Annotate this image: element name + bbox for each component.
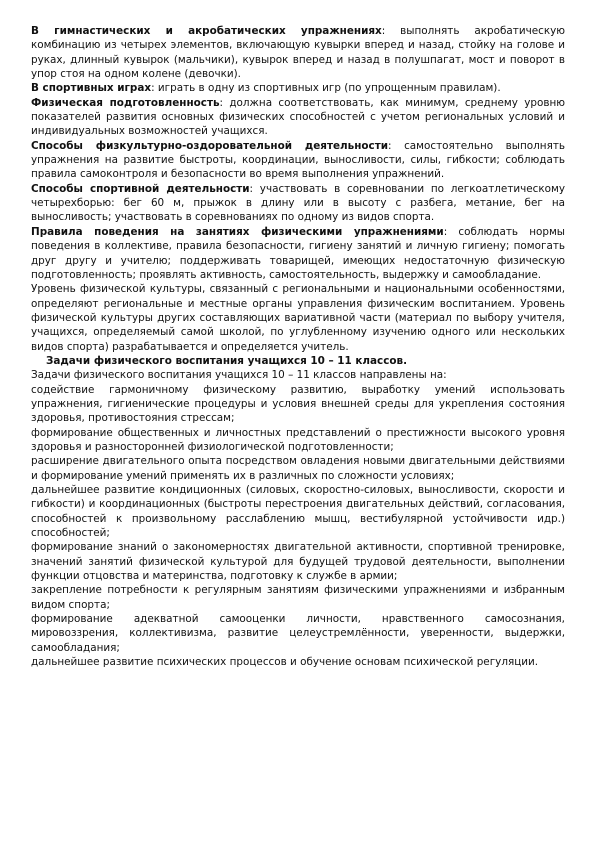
task-text: расширение двигательного опыта посредством овладения новыми двигательными действиями и формирование умений применять их в различных по сложности условиях; (31, 455, 565, 482)
paragraph-behavior-rules (31, 225, 565, 282)
paragraph-lead: Правила поведения на занятиях физическими упражнениями (31, 225, 444, 238)
task-text: содействие гармоничному физическому развитию, выработку умений использовать упражнения, гигиенические процедуры и условия внешней среды для укрепления состояния здоровья, противостояния стрессам; (31, 383, 565, 425)
task-item (31, 383, 565, 426)
paragraph-text: Задачи физического воспитания учащихся 10 – 11 классов направлены на: (31, 369, 447, 382)
paragraph-regional-level (31, 282, 565, 354)
paragraph-health-activity (31, 139, 565, 182)
task-item (31, 454, 565, 483)
task-item (31, 583, 565, 612)
task-item (31, 483, 565, 540)
task-item (31, 540, 565, 583)
paragraph-sport-games (31, 81, 565, 95)
paragraph-lead: Способы физкультурно-оздоровательной деятельности (31, 139, 389, 152)
paragraph-lead: В гимнастических и акробатических упражнениях (31, 25, 382, 37)
paragraph-physical-fitness (31, 96, 565, 139)
task-item (31, 612, 565, 655)
paragraph-text: : соблюдать нормы поведения в коллективе, правила безопасности, гигиену занятий и личную гигиену; помогать друг другу и учителю; поддерживать товарищей, имеющих недостаточную физическую подготовленность; проявлять активность, самостоятельность, выдержку и самообладание. (31, 225, 565, 281)
task-text: формирование общественных и личностных представлений о престижности высокого уровня здоровья и разносторонней физиологической подготовленности; (31, 426, 565, 453)
task-item (31, 426, 565, 455)
paragraph-text: : выполнять акробатическую комбинацию из четырех элементов, включающую кувырки вперед и назад, стойку на голове и руках, длинный кувырок (мальчики), кувырок вперед и назад в полушпагат, мост и поворот в упор стоя на одном колене (девочки). (31, 25, 565, 81)
paragraph-lead: В спортивных играх (31, 82, 152, 95)
paragraph-lead: Физическая подготовленность (31, 96, 220, 109)
paragraph-text: Уровень физической культуры, связанный с региональными и национальными особенностями, определяют региональные и местные органы управления физическим воспитанием. Уровень физической культуры других составляющих вариативной части (материал по выбору учителя, учащихся, определяемый самой школой, по углубленному изучению одного или нескольких видов спорта) разрабатывается и определяется учитель. (31, 283, 565, 353)
section-heading (31, 354, 565, 368)
task-text: дальнейшее развитие психических процессов и обучение основам психической регуляции. (31, 656, 539, 669)
task-text: закрепление потребности к регулярным занятиям физическими упражнениями и избранным видом спорта; (31, 584, 565, 611)
paragraph-text: : играть в одну из спортивных игр (по упрощенным правилам). (151, 82, 501, 95)
document-body (31, 24, 565, 669)
task-text: формирование знаний о закономерностях двигательной активности, спортивной тренировке, значений занятий физической культурой для будущей трудовой деятельности, выполнении функции отцовства и материнства, подготовку к службе в армии; (31, 541, 565, 583)
task-text: дальнейшее развитие кондиционных (силовых, скоростно-силовых, выносливости, скорости и гибкости) и координационных (быстроты перестроения двигательных действий, согласования, способностей к произвольному расслаблению мышц, вестибулярной устойчивости идр.) способностей; (31, 484, 565, 540)
paragraph-tasks-intro (31, 368, 565, 382)
task-text: формирование адекватной самооценки личности, нравственного самосознания, мировоззрения, коллективизма, развитие целеустремлённости, уверенности, выдержки, самообладания; (31, 613, 565, 654)
paragraph-text: : участвовать в соревновании по легкоатлетическому четырехборью: бег 60 м, прыжок в длину или в высоту с разбега, метание, бег на выносливость; участвовать в соревнованиях по одному из видов спорта. (31, 182, 565, 224)
task-item (31, 655, 565, 669)
paragraph-text: : самостоятельно выполнять упражнения на развитие быстроты, координации, выносливости, силы, гибкости; соблюдать правила самоконтроля и безопасности во время выполнения упражнений. (31, 139, 565, 181)
paragraph-sport-activity (31, 182, 565, 225)
paragraph-lead: Способы спортивной деятельности (31, 182, 250, 195)
section-heading-text: Задачи физического воспитания учащихся 10 – 11 классов. (46, 354, 408, 367)
paragraph-gymnastics (31, 24, 565, 81)
paragraph-text: : должна соответствовать, как минимум, среднему уровню показателей развития основных физических способностей с учетом региональных условий и индивидуальных возможностей учащихся. (31, 96, 565, 138)
